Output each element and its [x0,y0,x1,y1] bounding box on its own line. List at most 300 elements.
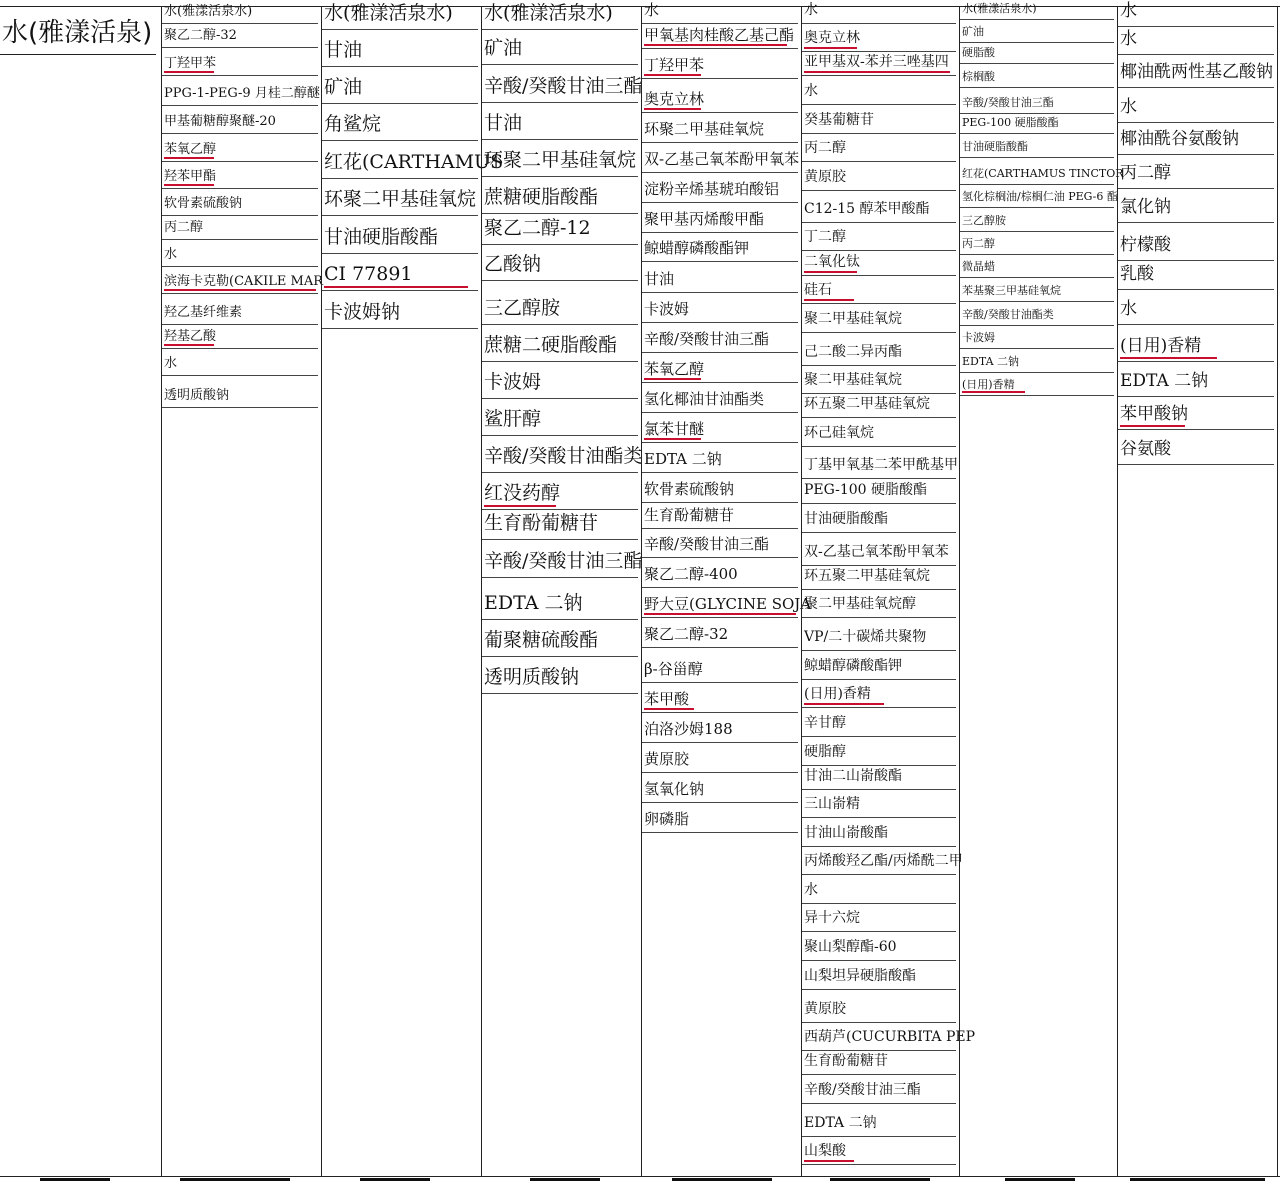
ingredient-cell: EDTA 二钠 [962,355,1020,368]
row-divider [642,528,798,529]
ingredient-cell: 葡聚糖硫酸酯 [484,629,599,651]
row-divider [482,102,638,103]
ingredient-cell: 水(雅漾活泉水) [324,2,453,24]
row-divider [1118,87,1274,88]
ingredient-cell: (日用)香精 [1120,336,1202,356]
row-divider [802,789,956,790]
row-divider [642,802,798,803]
highlight-underline [644,108,701,110]
row-divider [1118,54,1274,55]
ingredient-cell: 蔗糖硬脂酸酯 [484,186,599,208]
ingredient-cell: 氯苯甘醚 [644,420,705,438]
ingredient-cell: 棕榈酸 [962,70,995,83]
row-divider [1118,260,1274,261]
row-divider [960,87,1114,88]
row-divider [802,75,956,76]
row-divider [642,832,798,833]
row-divider [642,647,798,648]
ingredient-cell: 生育酚葡糖苷 [804,1053,888,1069]
row-divider [642,412,798,413]
ingredient-cell: 聚二甲基硅氧烷 [804,311,902,327]
row-divider [802,1103,956,1104]
highlight-underline [164,184,214,186]
ingredient-cell: 苯氧乙醇 [644,360,705,378]
row-divider [802,589,956,590]
row-divider [162,133,318,134]
row-divider [642,112,798,113]
highlight-underline [644,613,796,615]
row-divider [802,650,956,651]
row-divider [960,325,1114,326]
ingredient-cell: 矿油 [324,76,363,98]
ingredient-cell: 软骨素硫酸钠 [164,196,243,211]
row-divider [482,280,638,281]
ingredient-cell: 甘油硬脂酸酯 [324,226,439,248]
ingredient-cell: 环聚二甲基硅氧烷 [644,120,765,138]
ingredient-cell: 羟苯甲酯 [164,169,217,184]
ingredient-cell: 红花(CARTHAMUS TINCTOR [962,167,1124,180]
ingredient-cell: 苯基聚三甲基硅氧烷 [962,284,1061,297]
ingredient-cell: PEG-100 硬脂酸酯 [962,116,1059,129]
highlight-underline [804,1160,854,1162]
ingredient-cell: 双-乙基己氧苯酚甲氧苯 [644,150,800,168]
row-divider [960,231,1114,232]
row-divider [802,736,956,737]
row-divider [322,66,478,67]
ingredient-cell: 甲氧基肉桂酸乙基己酯 [644,26,795,44]
ingredient-cell: 三乙醇胺 [484,297,561,319]
row-divider [1118,396,1274,397]
ingredient-cell: β-谷甾醇 [644,660,703,678]
ingredient-cell: 环五聚二甲基硅氧烷 [804,568,930,584]
ingredient-cell: 丙二醇 [962,237,995,250]
ingredient-cell: 水 [1120,97,1137,117]
row-divider [960,395,1114,396]
row-divider [642,232,798,233]
ingredient-cell: 蔗糖二硬脂酸酯 [484,334,618,356]
ingredient-cell: 西葫芦(CUCURBITA PEP [804,1029,976,1045]
ingredient-cell: 矿油 [484,37,523,59]
ingredient-cell: CI 77891 [324,263,413,285]
row-divider [960,301,1114,302]
ingredient-cell: 丙二醇 [164,220,204,235]
ingredient-column-3 [481,2,643,1176]
ingredient-cell: 透明质酸钠 [164,388,230,403]
row-divider [482,29,638,30]
row-divider [1118,464,1274,465]
row-divider [642,142,798,143]
row-divider [802,446,956,447]
row-divider [1118,324,1274,325]
ingredient-cell: 水(雅漾活泉水) [962,2,1037,15]
ingredient-cell: EDTA 二钠 [484,592,583,614]
ingredient-cell: 丁基甲氧基二苯甲酰基甲 [804,457,958,473]
row-divider [482,361,638,362]
row-divider [162,375,318,376]
ingredient-cell: 甘油二山嵛酸酯 [804,768,902,784]
row-divider [482,64,638,65]
cropped-footer-row [0,1176,1280,1190]
row-divider [802,989,956,990]
ingredient-cell: 黄原胶 [804,169,846,185]
ingredient-cell: 羟基乙酸 [164,329,217,344]
row-divider [482,472,638,473]
ingredient-cell: 聚乙二醇-32 [164,28,237,43]
ingredient-cell: 环己硅氧烷 [804,425,874,441]
row-divider [1118,289,1274,290]
ingredient-cell: 野大豆(GLYCINE SOJA [644,595,812,613]
row-divider [482,324,638,325]
ingredient-cell: 水 [804,882,818,898]
ingredient-cell: 环五聚二甲基硅氧烷 [804,396,930,412]
row-divider [802,275,956,276]
highlight-underline [644,44,787,46]
row-divider [322,215,478,216]
row-divider [960,157,1114,158]
row-divider [162,293,318,294]
ingredient-cell: 辛酸/癸酸甘油三酯 [804,1082,921,1098]
ingredient-cell: VP/二十碳烯共聚物 [804,629,927,645]
highlight-underline [644,378,701,380]
row-divider [162,215,318,216]
ingredient-cell: 水(雅漾活泉水) [164,4,253,19]
row-divider [162,47,318,48]
row-divider [162,75,318,76]
ingredient-cell: 奥克立林 [644,90,705,108]
highlight-underline [644,438,701,440]
row-divider [162,161,318,162]
ingredient-cell: PEG-100 硬脂酸酯 [804,482,927,498]
row-divider [642,202,798,203]
row-divider [802,846,956,847]
ingredient-cell: 氯化钠 [1120,197,1171,217]
cropped-footer-text [1130,1178,1265,1193]
highlight-underline [164,289,316,291]
ingredient-cell: 二氧化钛 [804,254,860,270]
ingredient-cell: 水 [804,83,818,99]
row-divider [642,442,798,443]
ingredient-cell: 环聚二甲基硅氧烷 [484,149,637,171]
ingredient-cell: 水 [1120,29,1137,49]
row-divider [1118,361,1274,362]
ingredient-cell: 水 [644,1,660,19]
highlight-underline [804,703,884,705]
highlight-underline [804,71,950,73]
row-divider [642,472,798,473]
ingredient-cell: 苯氧乙醇 [164,142,217,157]
highlight-underline [1120,425,1185,427]
row-divider [960,372,1114,373]
ingredient-cell: 奥克立林 [804,30,860,46]
row-divider [482,176,638,177]
row-divider [642,742,798,743]
ingredient-cell: 柠檬酸 [1120,235,1171,255]
row-divider [642,557,798,558]
row-divider [642,352,798,353]
ingredient-cell: 氢氧化钠 [644,780,705,798]
ingredient-cell: 硬脂酸 [962,46,995,59]
ingredient-cell: 水 [164,356,178,371]
row-divider [322,178,478,179]
row-divider [162,23,318,24]
highlight-underline [644,74,701,76]
row-divider [482,693,638,694]
cropped-footer-text [40,1178,110,1193]
row-divider [802,617,956,618]
ingredient-column-1 [161,6,321,1176]
ingredient-cell: 乳酸 [1120,264,1154,284]
ingredient-cell: 丁羟甲苯 [644,56,705,74]
ingredient-cell: 甲基葡糖醇聚醚-20 [164,114,276,129]
row-divider [802,931,956,932]
ingredient-cell: 丙烯酸羟乙酯/丙烯酰二甲 [804,853,963,869]
ingredient-cell: 谷氨酸 [1120,439,1171,459]
header-column [0,6,160,1176]
ingredient-cell: 卡波姆 [644,300,690,318]
row-divider [1118,429,1274,430]
highlight-underline [324,286,468,288]
highlight-underline [804,299,854,301]
ingredient-cell: 水 [164,247,178,262]
row-divider [802,1074,956,1075]
ingredient-cell: 甘油山嵛酸酯 [804,825,888,841]
row-divider [482,619,638,620]
highlight-underline [164,344,214,346]
ingredient-cell: 椰油酰两性基乙酸钠 [1120,62,1273,82]
ingredient-cell: 聚二甲基硅氧烷 [804,372,902,388]
row-divider [1118,122,1274,123]
ingredient-cell: 淀粉辛烯基琥珀酸铝 [644,180,780,198]
highlight-underline [644,708,694,710]
ingredient-cell: 羟乙基纤维素 [164,305,243,320]
ingredient-cell: 泊洛沙姆188 [644,720,733,738]
ingredient-cell: 辛酸/癸酸甘油三酯 [484,75,643,97]
ingredient-cell: 甘油 [644,270,675,288]
row-divider [482,244,638,245]
ingredient-column-7 [1117,1,1277,1176]
row-divider [802,707,956,708]
row-divider [162,188,318,189]
ingredient-cell: 卡波姆 [962,331,995,344]
highlight-underline [164,157,214,159]
header-title: 水(雅漾活泉) [2,18,153,48]
row-divider [642,382,798,383]
row-divider [482,435,638,436]
ingredient-cell: 亚甲基双-苯并三唑基四 [804,54,949,70]
row-divider [482,213,638,214]
row-divider [482,656,638,657]
ingredient-cell: 丙二醇 [1120,163,1171,183]
row-divider [802,565,956,566]
ingredient-cell: 生育酚葡糖苷 [644,506,735,524]
highlight-underline [804,271,857,273]
highlight-underline [962,391,1025,393]
highlight-underline [484,505,556,507]
ingredient-cell: 甘油 [324,39,363,61]
row-divider [960,63,1114,64]
row-divider [162,324,318,325]
ingredient-cell: 丁二醇 [804,229,846,245]
ingredient-cell: 丙二醇 [804,140,846,156]
ingredient-cell: 苯甲酸 [644,690,690,708]
ingredient-cell: 己二酸二异丙酯 [804,344,902,360]
ingredient-cell: 硅石 [804,282,832,298]
ingredient-cell: 水 [1120,299,1137,319]
ingredient-cell: 辛酸/癸酸甘油三酯 [644,535,770,553]
ingredient-cell: 辛甘醇 [804,715,846,731]
row-divider [960,42,1114,43]
ingredient-cell: 甘油硬脂酸酯 [962,140,1028,153]
row-divider [482,139,638,140]
row-divider [802,503,956,504]
row-divider [642,172,798,173]
row-divider [642,322,798,323]
ingredient-column-4 [641,1,812,1176]
ingredient-cell: 聚乙二醇-400 [644,565,738,583]
row-divider [802,679,956,680]
ingredient-cell: 三山嵛精 [804,796,860,812]
ingredient-cell: 双-乙基己氧苯酚甲氧苯 [804,544,949,560]
ingredient-cell: 红花(CARTHAMUS [324,151,504,173]
row-divider [642,292,798,293]
ingredient-cell: 红没药醇 [484,482,561,504]
row-divider [802,417,956,418]
row-divider [162,266,318,267]
ingredient-cell: 生育酚葡糖苷 [484,512,599,534]
row-divider [802,190,956,191]
row-divider [1118,154,1274,155]
ingredient-cell: 乙酸钠 [484,253,542,275]
ingredient-cell: 聚山梨醇酯-60 [804,939,897,955]
cropped-footer-text [360,1178,430,1193]
row-divider [642,772,798,773]
ingredient-cell: 鲸蜡醇磷酸酯钾 [804,658,902,674]
ingredient-cell: 水(雅漾活泉水) [484,2,613,24]
row-divider [802,874,956,875]
ingredient-column-6 [959,2,1124,1176]
ingredient-cell: (日用)香精 [804,686,871,702]
row-divider [322,253,478,254]
ingredient-cell: 甘油硬脂酸酯 [804,511,888,527]
row-divider [802,303,956,304]
ingredient-cell: 聚乙二醇-12 [484,217,591,239]
ingredient-cell: 软骨素硫酸钠 [644,480,735,498]
ingredient-cell: C12-15 醇苯甲酸酯 [804,201,930,217]
row-divider [162,348,318,349]
ingredient-cell: 氢化棕榈油/棕榈仁油 PEG-6 酯 [962,190,1118,203]
row-divider [802,1050,956,1051]
row-divider [1118,222,1274,223]
row-divider [642,682,798,683]
row-divider [802,1022,956,1023]
row-divider [802,51,956,52]
ingredient-cell: 黄原胶 [804,1001,846,1017]
row-divider [642,712,798,713]
row-divider [802,817,956,818]
row-divider [802,960,956,961]
ingredient-cell: 黄原胶 [644,750,690,768]
row-divider [802,903,956,904]
ingredient-cell: 水 [804,2,818,18]
row-divider [642,587,798,588]
ingredient-cell: 透明质酸钠 [484,666,580,688]
ingredient-cell: 卡波姆钠 [324,301,401,323]
ingredient-cell: 辛酸/癸酸甘油酯类 [962,308,1054,321]
row-divider [642,502,798,503]
row-divider [802,365,956,366]
row-divider [802,133,956,134]
ingredient-cell: 辛酸/癸酸甘油三酯 [962,96,1054,109]
row-divider [642,261,798,262]
row-divider [960,277,1114,278]
cropped-footer-text [830,1178,930,1193]
row-divider [482,509,638,510]
row-divider [802,222,956,223]
cropped-footer-text [672,1178,772,1193]
ingredient-cell: EDTA 二钠 [1120,371,1209,391]
row-divider [960,113,1114,114]
ingredient-cell: EDTA 二钠 [644,450,722,468]
row-divider [1118,26,1274,27]
ingredient-cell: 辛酸/癸酸甘油三酯 [644,330,770,348]
ingredient-cell: (日用)香精 [962,378,1015,391]
ingredient-cell: 三乙醇胺 [962,214,1006,227]
ingredient-cell: 聚甲基丙烯酸甲酯 [644,210,765,228]
ingredient-cell: 山梨酸 [804,1143,846,1159]
row-divider [960,254,1114,255]
ingredient-cell: 微晶蜡 [962,260,995,273]
ingredient-cell: 矿油 [962,25,984,38]
row-divider [960,133,1114,134]
ingredient-cell: 山梨坦异硬脂酸酯 [804,968,916,984]
row-divider [642,617,798,618]
ingredient-cell: 辛酸/癸酸甘油酯类 [484,445,643,467]
row-divider [482,577,638,578]
row-divider [642,23,798,24]
row-divider [482,398,638,399]
table-right-border [1277,6,1278,1176]
row-divider [162,105,318,106]
ingredient-cell: 辛酸/癸酸甘油三酯 [484,550,643,572]
row-divider [802,250,956,251]
row-divider [322,290,478,291]
header-underline [0,54,156,55]
ingredient-cell: 癸基葡糖苷 [804,112,874,128]
ingredient-cell: 氢化椰油甘油酯类 [644,390,765,408]
row-divider [802,478,956,479]
ingredient-cell: 聚二甲基硅氧烷醇 [804,596,916,612]
row-divider [162,407,318,408]
ingredient-cell: 异十六烷 [804,910,860,926]
row-divider [802,23,956,24]
cropped-footer-text [1005,1178,1075,1193]
ingredient-cell: PPG-1-PEG-9 月桂二醇醚 [164,86,320,101]
row-divider [960,348,1114,349]
row-divider [322,328,478,329]
row-divider [482,539,638,540]
row-divider [322,140,478,141]
row-divider [642,48,798,49]
row-divider [802,332,956,333]
ingredient-cell: 椰油酰谷氨酸钠 [1120,129,1239,149]
row-divider [960,207,1114,208]
row-divider [802,161,956,162]
row-divider [642,78,798,79]
ingredient-cell: 角鲨烷 [324,113,382,135]
highlight-underline [1120,357,1217,359]
row-divider [802,532,956,533]
ingredient-cell: 鲸蜡醇磷酸酯钾 [644,239,750,257]
